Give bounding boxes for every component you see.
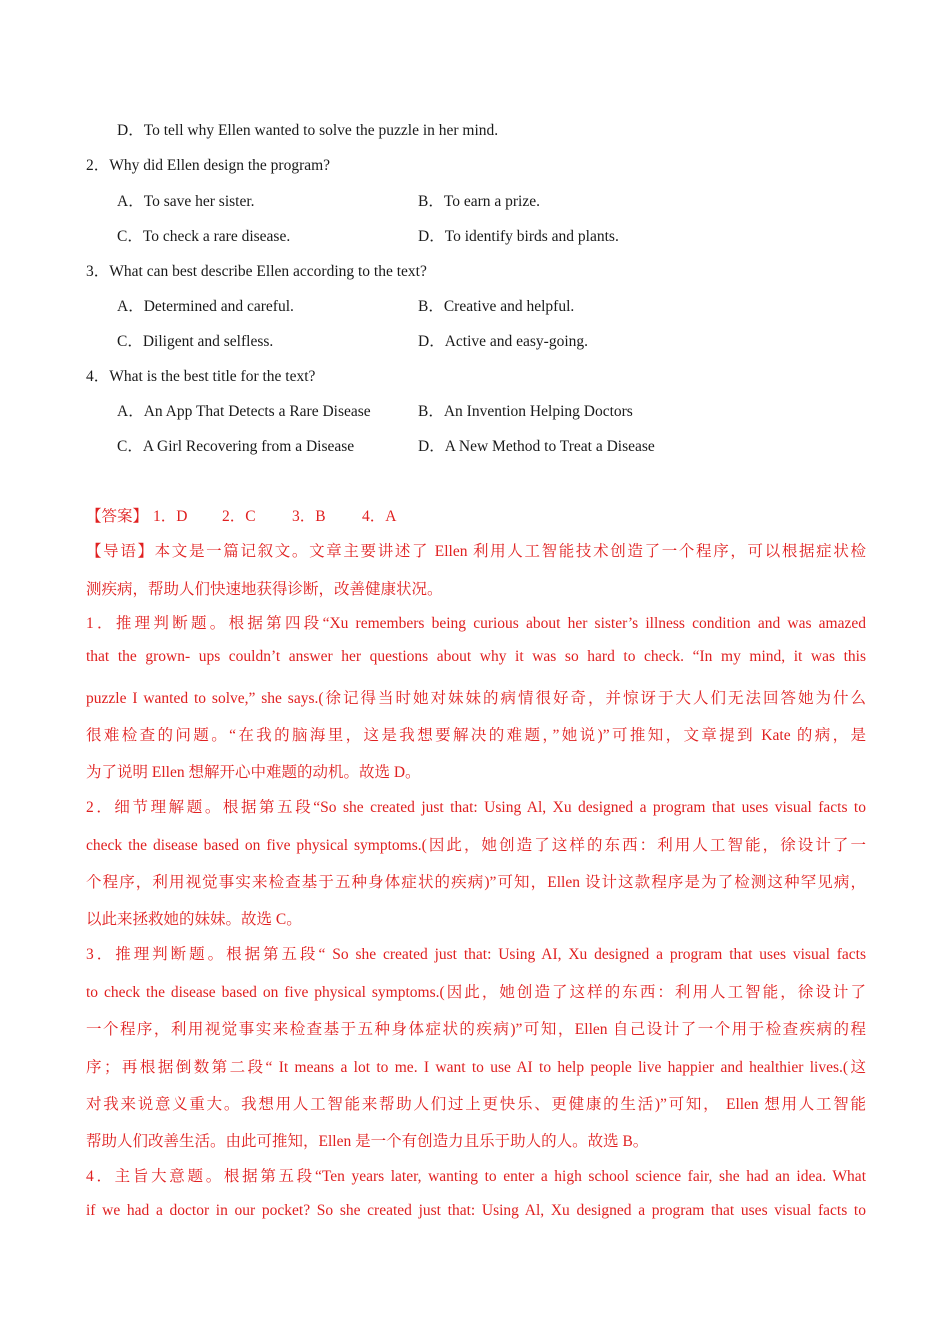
exp1-line-1: 1．推理判断题。根据第四段“Xu remembers being curious about her sister’s illness condition and was amazed	[86, 615, 866, 632]
q2-option-d: D．To identify birds and plants.	[418, 228, 619, 245]
exp3-line-6: 帮助人们改善生活。由此可推知，Ellen 是一个有创造力且乐于助人的人。故选 B。	[86, 1133, 649, 1150]
exp1-line-4: 很难检查的问题。“在我的脑海里，这是我想要解决的难题，”她说)”可推知，文章提到 Kate 的病，是	[86, 727, 866, 744]
exp3-line-5: 对我来说意义重大。我想用人工智能来帮助人们过上更快乐、更健康的生活)”可知， Ellen 想用人工智能	[86, 1096, 866, 1113]
exp1-line-2: that the grown- ups couldn’t answer her questions about why it was so hard to check. “In my mind, it was this	[86, 648, 866, 665]
exp4-line-1: 4．主旨大意题。根据第五段“Ten years later, wanting to enter a high school science fair, she had an idea. What	[86, 1168, 866, 1185]
exp2-line-1: 2．细节理解题。根据第五段“So she created just that: Using Al, Xu designed a program that uses visual facts to	[86, 799, 866, 816]
exp3-line-1: 3．推理判断题。根据第五段“ So she created just that: Using AI, Xu designed a program that uses visual facts	[86, 946, 866, 963]
answer-2: 2．C	[222, 508, 256, 525]
q3-stem: 3．What can best describe Ellen according to the text?	[86, 263, 427, 280]
q4-option-d: D．A New Method to Treat a Disease	[418, 438, 655, 455]
answer-3: 3．B	[292, 508, 326, 525]
exp2-line-2: check the disease based on five physical symptoms.(因此，她创造了这样的东西：利用人工智能，徐设计了一	[86, 837, 866, 854]
q3-option-c: C．Diligent and selfless.	[117, 333, 274, 350]
q3-option-a: A．Determined and careful.	[117, 298, 294, 315]
answer-1: 1．D	[153, 508, 188, 525]
q1-option-d: D．To tell why Ellen wanted to solve the puzzle in her mind.	[117, 122, 499, 139]
answer-4: 4．A	[362, 508, 397, 525]
exp3-line-3: 一个程序，利用视觉事实来检查基于五种身体症状的疾病)”可知，Ellen 自己设计了一个用于检查疾病的程	[86, 1021, 866, 1038]
exp2-line-4: 以此来拯救她的妹妹。故选 C。	[86, 911, 302, 928]
exp1-line-5: 为了说明 Ellen 想解开心中难题的动机。故选 D。	[86, 764, 421, 781]
exp4-line-2: if we had a doctor in our pocket? So she created just that: Using Al, Xu designed a program that uses visual facts to	[86, 1202, 866, 1219]
q4-option-a: A．An App That Detects a Rare Disease	[117, 403, 371, 420]
exp3-line-2: to check the disease based on five physical symptoms.(因此，她创造了这样的东西：利用人工智能，徐设计了	[86, 984, 866, 1001]
guide-line-2: 测疾病，帮助人们快速地获得诊断，改善健康状况。	[86, 581, 443, 598]
answer-label: 【答案】	[86, 508, 149, 525]
q2-option-b: B．To earn a prize.	[418, 193, 541, 210]
q2-option-c: C．To check a rare disease.	[117, 228, 291, 245]
guide-line-1: 【导语】本文是一篇记叙文。文章主要讲述了 Ellen 利用人工智能技术创造了一个程序，可以根据症状检	[86, 543, 866, 560]
exp3-line-4: 序；再根据倒数第二段“ It means a lot to me. I want to use AI to help people live happier and healthier lives.(这	[86, 1059, 866, 1076]
exp2-line-3: 个程序，利用视觉事实来检查基于五种身体症状的疾病)”可知，Ellen 设计这款程序是为了检测这种罕见病，	[86, 874, 866, 891]
q4-stem: 4．What is the best title for the text?	[86, 368, 316, 385]
q2-stem: 2．Why did Ellen design the program?	[86, 157, 331, 174]
exp1-line-3: puzzle I wanted to solve,” she says.(徐记得当时她对妹妹的病情很好奇，并惊讶于大人们无法回答她为什么	[86, 690, 866, 707]
q2-option-a: A．To save her sister.	[117, 193, 255, 210]
q3-option-d: D．Active and easy-going.	[418, 333, 589, 350]
q4-option-b: B．An Invention Helping Doctors	[418, 403, 633, 420]
q4-option-c: C．A Girl Recovering from a Disease	[117, 438, 355, 455]
q3-option-b: B．Creative and helpful.	[418, 298, 575, 315]
